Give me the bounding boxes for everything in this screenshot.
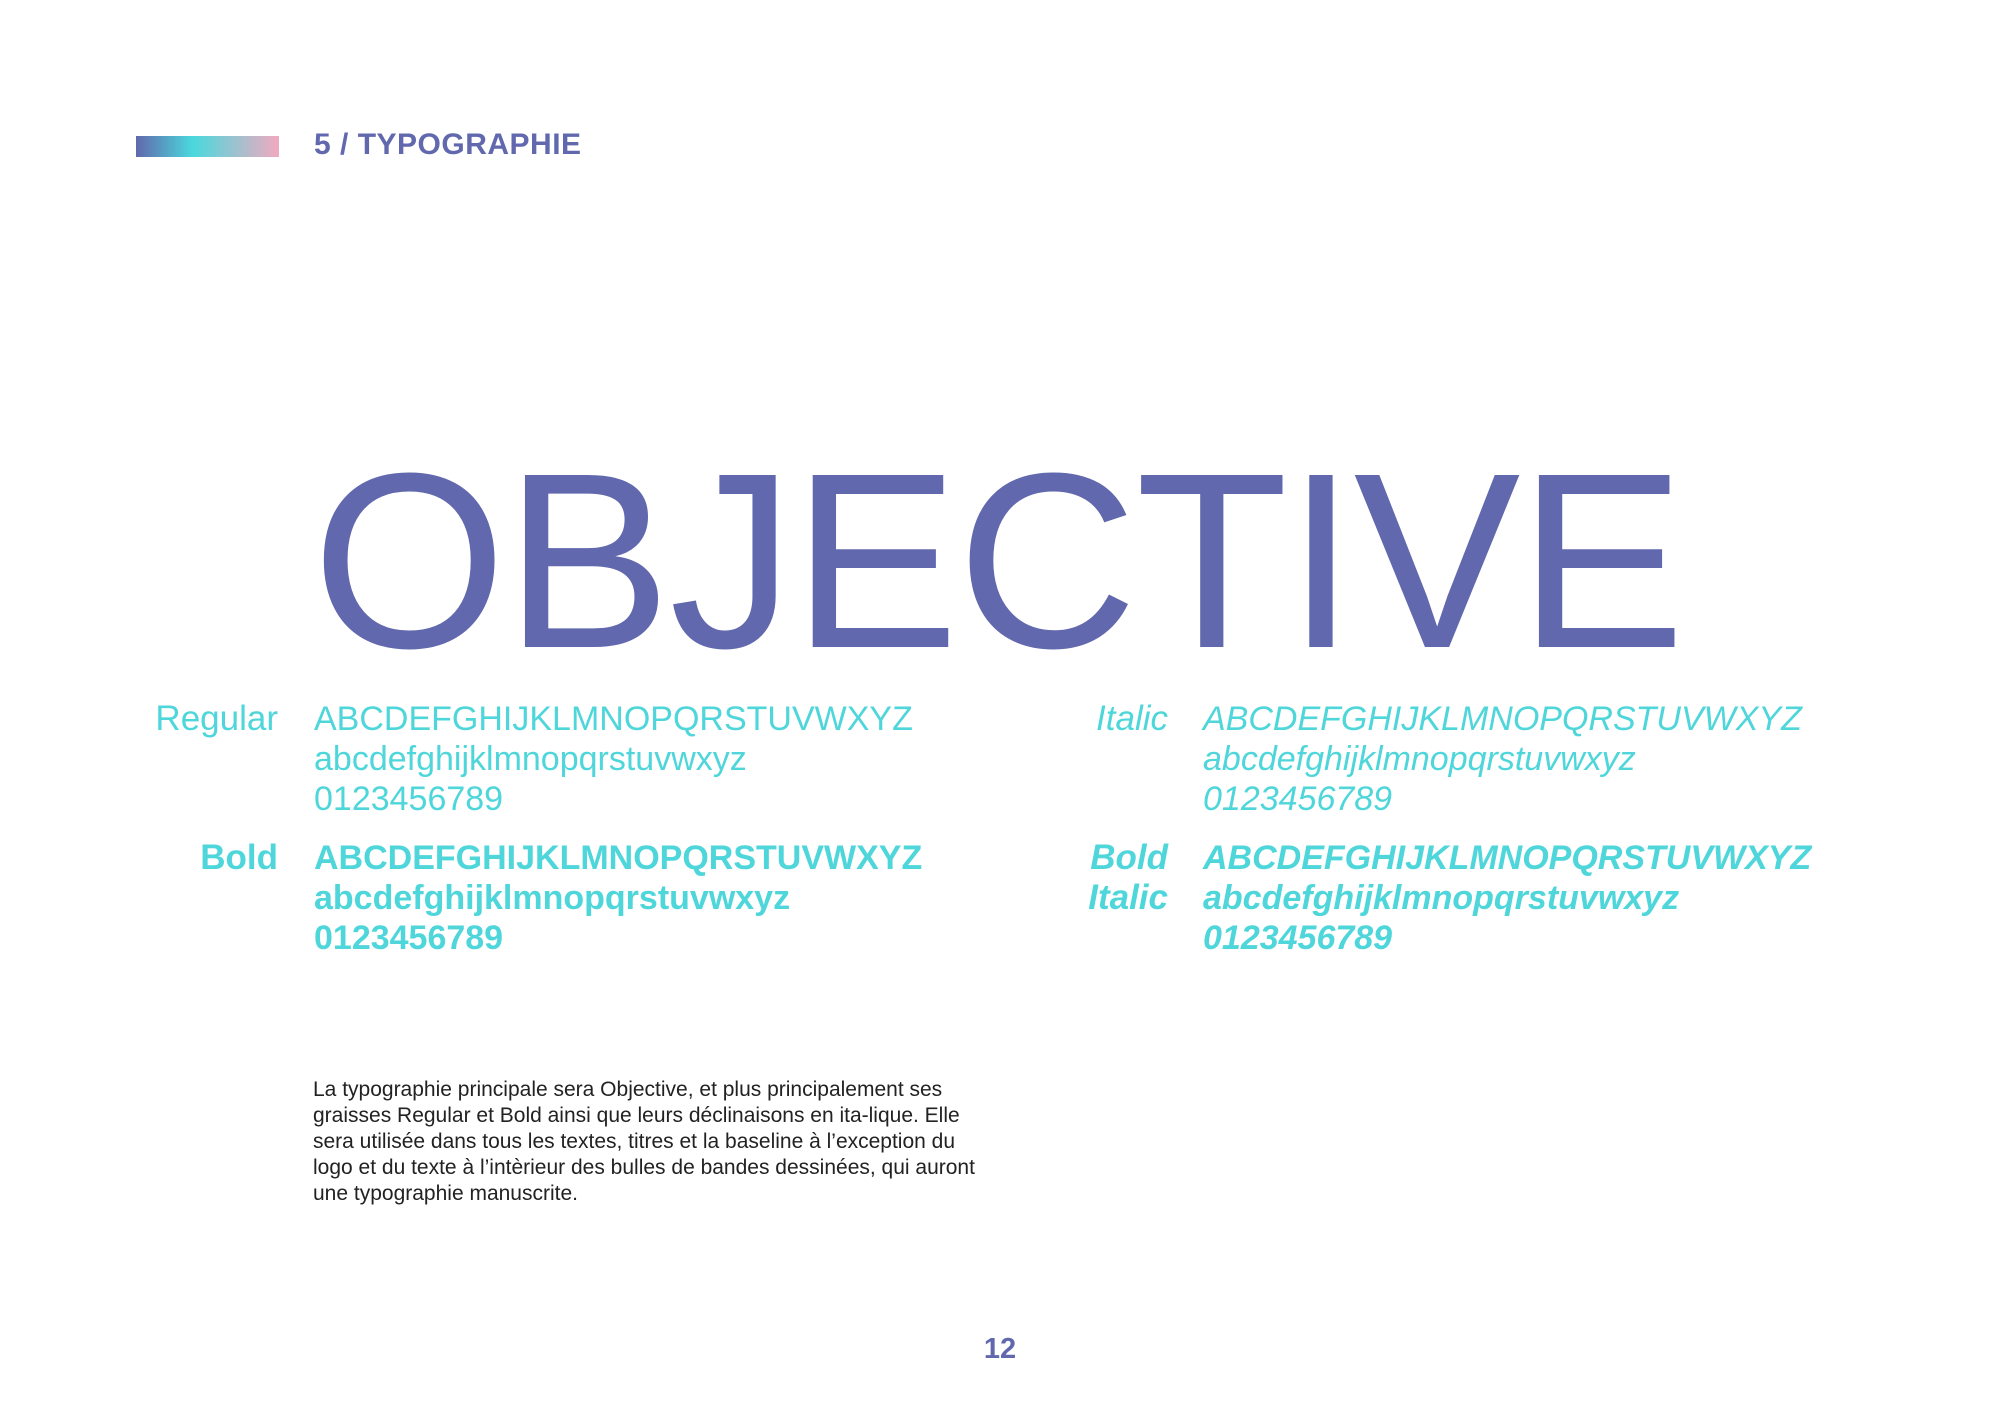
bold-lowercase: abcdefghijklmnopqrstuvwxyz xyxy=(314,879,791,917)
bold-digits: 0123456789 xyxy=(314,919,504,957)
italic-uppercase: ABCDEFGHIJKLMNOPQRSTUVWXYZ xyxy=(1203,700,1802,738)
bold-specimen xyxy=(314,838,922,958)
italic-lowercase: abcdefghijklmnopqrstuvwxyz xyxy=(1203,740,1636,778)
bold-italic-label-line2: Italic xyxy=(1088,878,1168,917)
section-title: 5 / TYPOGRAPHIE xyxy=(314,128,582,161)
regular-specimen xyxy=(314,699,913,819)
bold-italic-lowercase: abcdefghijklmnopqrstuvwxyz xyxy=(1203,879,1680,917)
regular-digits: 0123456789 xyxy=(314,780,504,818)
bold-italic-label-line1: Bold xyxy=(1090,838,1168,877)
bold-italic-uppercase: ABCDEFGHIJKLMNOPQRSTUVWXYZ xyxy=(1203,839,1812,877)
bold-italic-digits: 0123456789 xyxy=(1203,919,1393,957)
italic-label: Italic xyxy=(1096,699,1168,738)
font-name-display: OBJECTIVE xyxy=(312,421,1684,700)
italic-specimen xyxy=(1203,699,1802,819)
regular-uppercase: ABCDEFGHIJKLMNOPQRSTUVWXYZ xyxy=(314,700,913,738)
italic-digits: 0123456789 xyxy=(1203,780,1393,818)
section-gradient-bar xyxy=(136,136,279,157)
bold-label: Bold xyxy=(200,838,278,877)
bold-uppercase: ABCDEFGHIJKLMNOPQRSTUVWXYZ xyxy=(314,839,923,877)
regular-label: Regular xyxy=(155,699,278,738)
regular-lowercase: abcdefghijklmnopqrstuvwxyz xyxy=(314,740,747,778)
bold-italic-specimen xyxy=(1203,838,1811,958)
bold-italic-label xyxy=(1000,838,1168,918)
page-number: 12 xyxy=(983,1333,1017,1365)
typography-description: La typographie principale sera Objective, et plus principalement ses graisses Regular et Bold ainsi que leurs déclinaisons en ita-lique. Elle sera utilisée dans tous les textes, titres et la baseline à l’exception du logo et du texte à l’intèrieur des bulles de bandes dessinées, qui auront une typographie manuscrite. xyxy=(313,1078,975,1205)
